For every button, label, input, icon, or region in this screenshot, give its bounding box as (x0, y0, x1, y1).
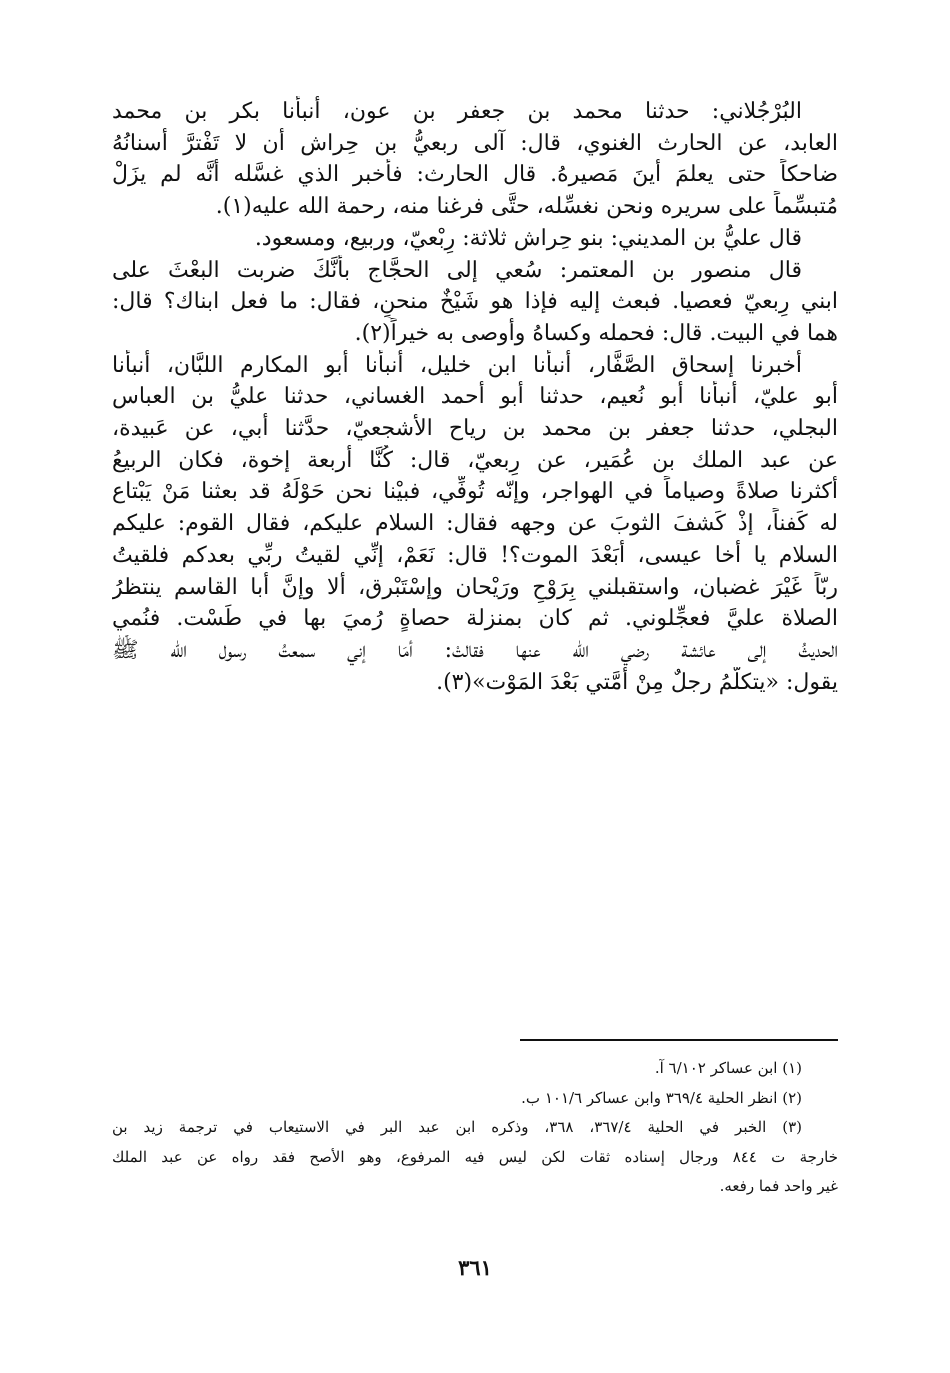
footnotes-block (112, 1054, 838, 1202)
text-line: مُتبسِّماً على سريره ونحن نغسِّله، حتَّى فرغنا منه، رحمة الله عليه(١). (215, 194, 838, 220)
text-line: أخبرنا إسحاق الصَّفَّار، أنبأنا ابن خليل، أنبأنا أبو المكارم اللبَّان، أنبأنا (112, 352, 802, 378)
text-line: قال عليُّ بن المديني: بنو حِراش ثلاثة: رِبْعيّ، وربيع، ومسعود. (254, 225, 802, 251)
text-line: ابني رِبعيّ فعصيا. فبعث إليه فإذا هو شَيْخٌ منحنٍ، فقال: ما فعل ابناك؟ قال: (112, 289, 838, 315)
text-line: قال منصور بن المعتمر: سُعي إلى الحجَّاج بأنَّكَ ضربت البعْثَ على (112, 257, 802, 283)
text-line: البجلي، حدثنا جعفر بن محمد بن رياح الأشجعيّ، حدَّثنا أبي، عن عَبيدة، (112, 416, 838, 442)
text-line: له كَفناً، إذْ كَشفَ الثوبَ عن وجهه فقال: السلام عليكم، فقال القوم: عليكم (112, 511, 838, 537)
text-line: البُرْجُلاني: حدثنا محمد بن جعفر بن عون، أنبأنا بكر بن محمد (112, 99, 802, 124)
footnote-3: (٣) الخبر في الحلية ٣٦٧/٤، ٣٦٨، وذكره ابن عبد البر في الاستيعاب في ترجمة زيد بن (112, 1118, 803, 1136)
text-line: عن عبد الملك بن عُمَير، عن رِبعيّ، قال: كُنَّا أربعة إخوة، فكان الربيعُ (112, 447, 838, 473)
footnote-1: (١) ابن عساكر ٦/١٠٢ آ. (654, 1059, 802, 1077)
footnote-divider (520, 1039, 838, 1041)
text-line: أبو عليّ، أنبأنا أبو نُعيم، حدثنا أبو أحمد الغساني، حدثنا عليُّ بن العباس (112, 384, 838, 410)
main-text-block (112, 96, 838, 698)
page-number: ٣٦١ (458, 1255, 492, 1280)
footnote-3-end: غير واحد فما رفعه. (719, 1177, 838, 1195)
text-line: هما في البيت. قال: فحمله وكساهُ وأوصى به خيراً(٢). (354, 320, 838, 346)
text-line: يقول: «يتكلَّمُ رجلٌ مِنْ أُمَّتي بَعْدَ المَوْت»(٣). (436, 669, 838, 695)
text-line: الصلاة عليَّ فعجِّلوني. ثم كان بمنزلة حصاةٍ رُميَ بها في طَسْت. فنُمي (112, 606, 838, 632)
text-line: العابد، عن الحارث الغنوي، قال: آلى ربعيُّ بن حِراش أن لا تَفْترَّ أسنانُهُ (112, 130, 838, 156)
text-line: الحديثُ إلى عائشة رضي الله عنها فقالتْ: أمَا إني سمعتُ رسول الله ﷺ (112, 637, 838, 663)
text-line: السلام يا أخا عيسى، أبَعْدَ الموت؟! قال: نَعَمْ، إنِّي لقيتُ ربِّي بعدكم فلقيتُ (112, 542, 838, 568)
footnote-3-continued: خارجة ت ٨٤٤ ورجال إسناده ثقات لكن ليس فيه المرفوع، وهو الأصح فقد رواه عن عبد الملك (112, 1147, 838, 1166)
footnote-2: (٢) انظر الحلية ٣٦٩/٤ وابن عساكر ١٠١/٦ ب. (521, 1088, 802, 1107)
text-line: ربّاً غَيْرَ غضبان، واستقبلني بِرَوْحٍ ورَيْحان وإسْتَبْرق، ألا وإنَّ أبا القاسم ينتظرُ (112, 574, 838, 600)
text-line: ضاحكاً حتى يعلمَ أينَ مَصيرهُ. قال الحارث: فأخبر الذي غسَّله أنَّه لم يزَلْ (112, 162, 838, 188)
text-line: أكثرنا صلاةً وصياماً في الهواجر، وإنّه تُوفِّي، فبيْنا نحن حَوْلَهُ قد بعثنا مَنْ يَبْتاع (112, 479, 838, 505)
